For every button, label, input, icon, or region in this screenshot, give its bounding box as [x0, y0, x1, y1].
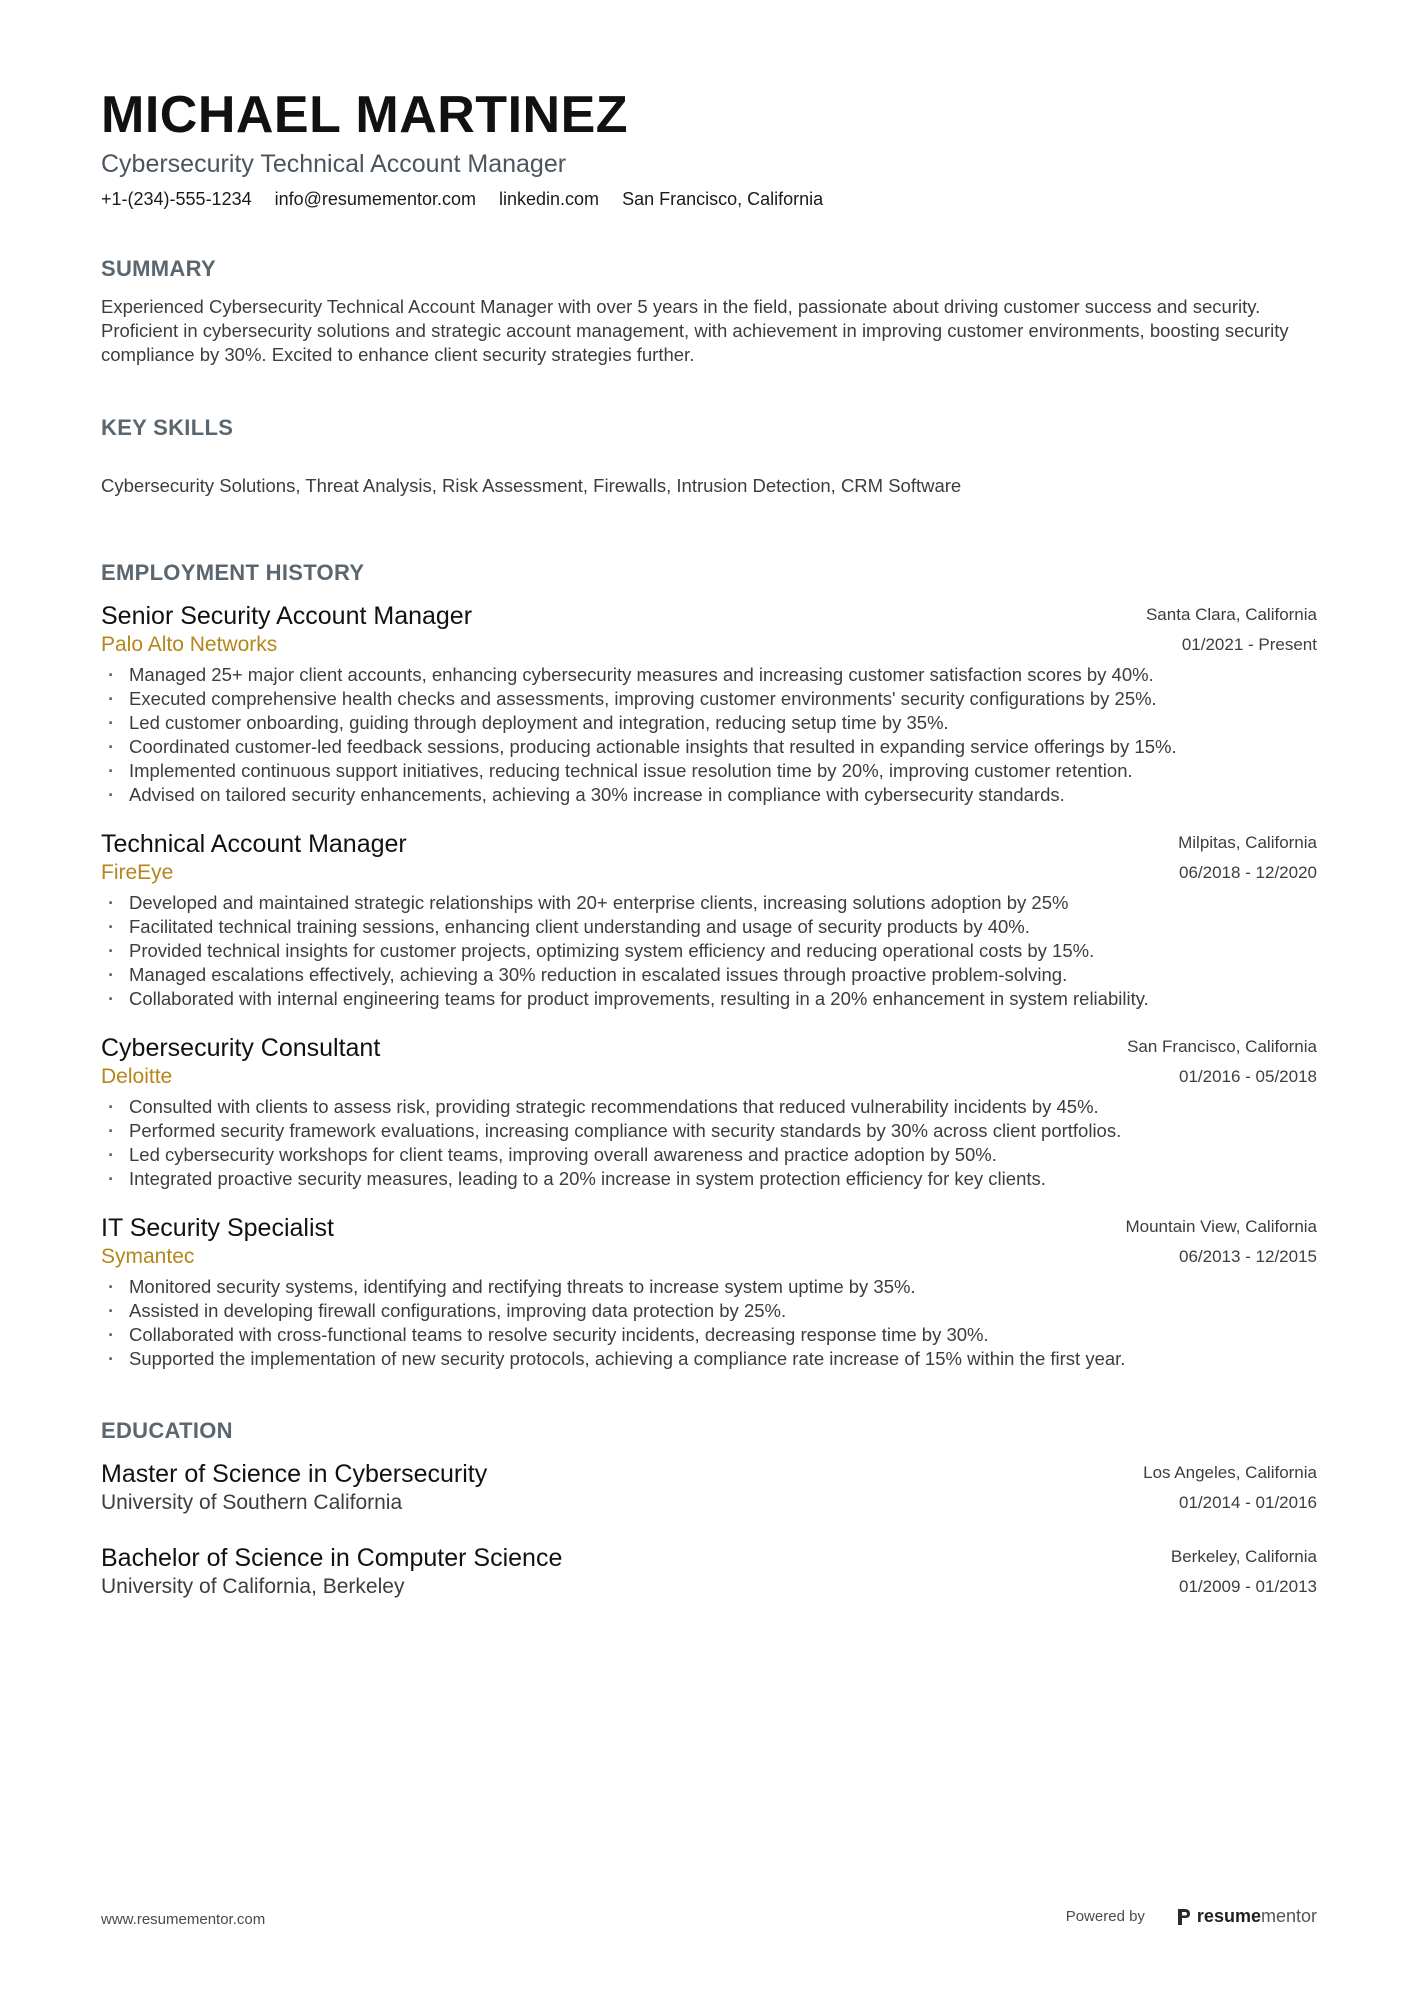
education-location: Berkeley, California	[1170, 1547, 1317, 1566]
job-bullets	[101, 1275, 1317, 1371]
summary-text: Experienced Cybersecurity Technical Account Manager with over 5 years in the field, passionate about driving customer success and security. Proficient in cybersecurity solutions and strategic account management, with achievement in improving customer environments, boosting security compliance by 30%. Excited to enhance client security strategies further.	[101, 296, 1289, 365]
job-location: Mountain View, California	[1125, 1217, 1317, 1236]
job-bullets	[101, 663, 1317, 807]
job-company: Palo Alto Networks	[101, 633, 278, 656]
job-title: Technical Account Manager	[101, 830, 407, 858]
education-entry	[101, 1459, 1317, 1517]
footer-website[interactable]: www.resumementor.com	[101, 1911, 266, 1928]
job-dates: 01/2016 - 05/2018	[1178, 1067, 1317, 1086]
job-bullet: · Led customer onboarding, guiding through deployment and integration, reducing setup time by 35%.	[101, 711, 1277, 735]
powered-by-label: Powered by	[1065, 1908, 1145, 1925]
job-location: San Francisco, California	[1127, 1037, 1317, 1056]
brand-light: mentor	[1260, 1906, 1317, 1926]
education-dates: 01/2009 - 01/2013	[1178, 1577, 1317, 1596]
job-company: Symantec	[101, 1245, 195, 1268]
brand-bold: resume	[1196, 1906, 1261, 1926]
contact-location: San Francisco, California	[622, 189, 824, 209]
contact-phone: +1-(234)-555-1234	[101, 189, 252, 209]
job-bullet: · Developed and maintained strategic relationships with 20+ enterprise clients, increasing solutions adoption by 25%	[101, 891, 1317, 915]
education-school: University of California, Berkeley	[101, 1575, 405, 1598]
resume-page	[101, 84, 1317, 1601]
brand-logo[interactable]	[1175, 1906, 1317, 1927]
job-bullet: · Implemented continuous support initiatives, reducing technical issue resolution time by 20%, improving customer retention.	[101, 759, 1277, 783]
footer-powered	[1066, 1906, 1317, 1927]
job-bullet: · Facilitated technical training sessions, enhancing client understanding and usage of security products by 40%.	[101, 915, 1317, 939]
resumementor-logo-icon	[1175, 1907, 1193, 1927]
education-dates: 01/2014 - 01/2016	[1178, 1493, 1317, 1512]
job-company: Deloitte	[101, 1065, 173, 1088]
job-bullet: · Consulted with clients to assess risk, providing strategic recommendations that reduced vulnerability incidents by 45%.	[101, 1095, 1317, 1119]
job-bullet: · Collaborated with internal engineering teams for product improvements, resulting in a 20% enhancement in system reliability.	[101, 987, 1317, 1011]
job-bullets	[101, 891, 1317, 1011]
job-company: FireEye	[101, 861, 174, 884]
job-entry	[101, 601, 1317, 807]
education-school: University of Southern California	[101, 1491, 403, 1514]
job-title: IT Security Specialist	[101, 1214, 334, 1242]
job-location: Santa Clara, California	[1145, 605, 1317, 624]
skills-text: Cybersecurity Solutions, Threat Analysis, Risk Assessment, Firewalls, Intrusion Detection, CRM Software	[101, 475, 962, 496]
candidate-name: MICHAEL MARTINEZ	[101, 86, 629, 144]
contact-email[interactable]: info@resumementor.com	[274, 189, 476, 209]
contact-linkedin[interactable]: linkedin.com	[499, 189, 600, 209]
job-bullet: · Monitored security systems, identifying and rectifying threats to increase system uptime by 35%.	[101, 1275, 1317, 1299]
employment-heading: EMPLOYMENT HISTORY	[101, 560, 365, 585]
education-degree: Bachelor of Science in Computer Science	[101, 1544, 563, 1572]
candidate-title: Cybersecurity Technical Account Manager	[101, 150, 567, 178]
education-entry	[101, 1543, 1317, 1601]
job-bullet: · Coordinated customer-led feedback sessions, producing actionable insights that resulted in expanding service offerings by 15%.	[101, 735, 1277, 759]
job-entry	[101, 829, 1317, 1011]
job-bullets	[101, 1095, 1317, 1191]
summary-heading: SUMMARY	[101, 256, 216, 281]
job-entry	[101, 1213, 1317, 1371]
job-bullet: · Assisted in developing firewall configurations, improving data protection by 25%.	[101, 1299, 1317, 1323]
education-degree: Master of Science in Cybersecurity	[101, 1460, 488, 1488]
job-title: Senior Security Account Manager	[101, 602, 473, 630]
education-location: Los Angeles, California	[1143, 1463, 1317, 1482]
job-title: Cybersecurity Consultant	[101, 1034, 381, 1062]
skills-heading: KEY SKILLS	[101, 415, 234, 440]
job-entry	[101, 1033, 1317, 1191]
contact-line	[101, 186, 1317, 212]
job-dates: 06/2013 - 12/2015	[1178, 1247, 1317, 1266]
job-dates: 06/2018 - 12/2020	[1178, 863, 1317, 882]
job-bullet: · Managed escalations effectively, achieving a 30% reduction in escalated issues through proactive problem-solving.	[101, 963, 1317, 987]
job-bullet: · Executed comprehensive health checks and assessments, improving customer environments' security configurations by 25%.	[101, 687, 1277, 711]
job-bullet: · Performed security framework evaluations, increasing compliance with security standards by 30% across client portfolios.	[101, 1119, 1317, 1143]
education-heading: EDUCATION	[101, 1418, 233, 1443]
job-location: Milpitas, California	[1178, 833, 1317, 852]
job-bullet: · Collaborated with cross-functional teams to resolve security incidents, decreasing response time by 30%.	[101, 1323, 1317, 1347]
job-bullet: · Managed 25+ major client accounts, enhancing cybersecurity measures and increasing customer satisfaction scores by 40%.	[101, 663, 1277, 687]
job-bullet: · Supported the implementation of new security protocols, achieving a compliance rate increase of 15% within the first year.	[101, 1347, 1317, 1371]
job-bullet: · Integrated proactive security measures, leading to a 20% increase in system protection efficiency for key clients.	[101, 1167, 1317, 1191]
job-bullet: · Led cybersecurity workshops for client teams, improving overall awareness and practice adoption by 50%.	[101, 1143, 1317, 1167]
job-dates: 01/2021 - Present	[1181, 635, 1317, 654]
job-bullet: · Provided technical insights for customer projects, optimizing system efficiency and reducing operational costs by 15%.	[101, 939, 1317, 963]
job-bullet: · Advised on tailored security enhancements, achieving a 30% increase in compliance with cybersecurity standards.	[101, 783, 1277, 807]
